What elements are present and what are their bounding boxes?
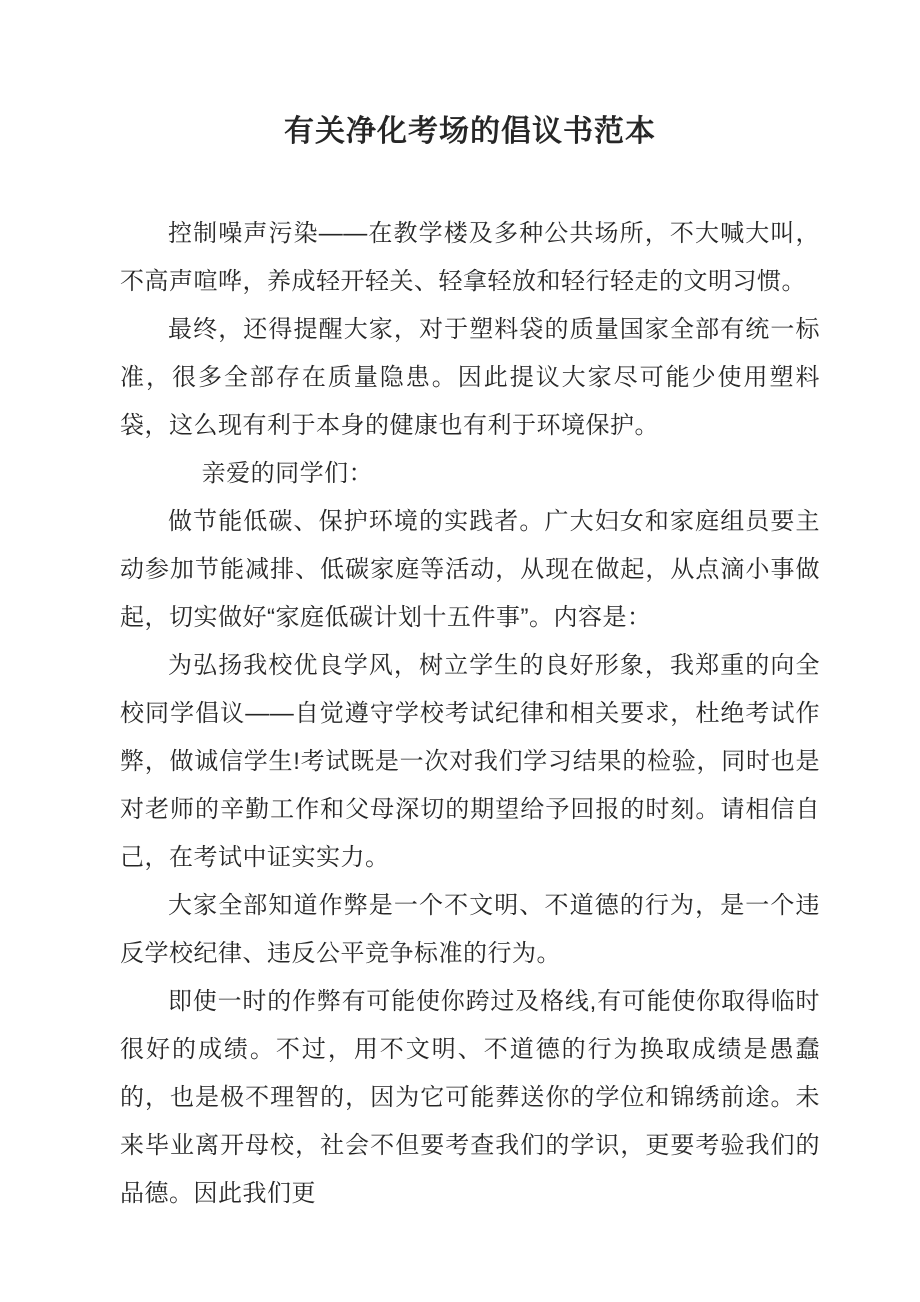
paragraph-exam-proposal: 为弘扬我校优良学风，树立学生的良好形象，我郑重的向全校同学倡议――自觉遵守学校考试纪律和相关要求，杜绝考试作弊，做诚信学生!考试既是一次对我们学习结果的检验，同时也是对老师的辛勤工作和父母深切的期望给予回报的时刻。请相信自己，在考试中证实实力。 bbox=[120, 652, 820, 871]
paragraph-noise-control: 控制噪声污染――在教学楼及多种公共场所，不大喊大叫，不高声喧哗，养成轻开轻关、轻拿轻放和轻行轻走的文明习惯。 bbox=[120, 220, 820, 295]
paragraph-cheating-consequences: 即使一时的作弊有可能使你跨过及格线,有可能使你取得临时很好的成绩。不过，用不文明、不道德的行为换取成绩是愚蠢的，也是极不理智的，因为它可能葬送你的学位和锦绣前途。未来毕业离开母校，社会不但要考查我们的学识，更要考验我们的品德。因此我们更 bbox=[120, 988, 820, 1207]
paragraph-low-carbon: 做节能低碳、保护环境的实践者。广大妇女和家庭组员要主动参加节能减排、低碳家庭等活动，从现在做起，从点滴小事做起，切实做好“家庭低碳计划十五件事”。内容是： bbox=[120, 508, 820, 631]
paragraph-cheating-immoral: 大家全部知道作弊是一个不文明、不道德的行为，是一个违反学校纪律、违反公平竞争标准的行为。 bbox=[120, 892, 820, 967]
paragraph-plastic-bags: 最终，还得提醒大家，对于塑料袋的质量国家全部有统一标准，很多全部存在质量隐患。因此提议大家尽可能少使用塑料袋，这么现有利于本身的健康也有利于环境保护。 bbox=[120, 316, 820, 439]
salutation-line: 亲爱的同学们： bbox=[201, 460, 374, 487]
document-title: 有关净化考场的倡议书范本 bbox=[284, 115, 656, 148]
